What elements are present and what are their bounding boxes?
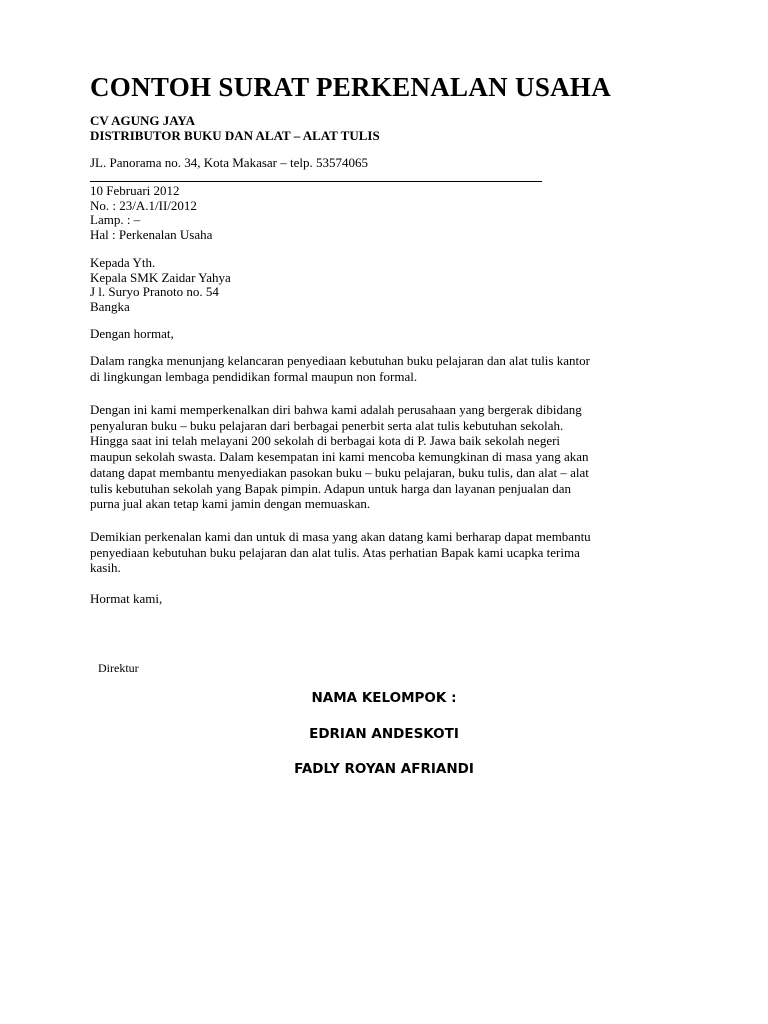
recipient-line: Kepada Yth. bbox=[90, 255, 156, 270]
signer-title: Direktur bbox=[98, 661, 139, 675]
paragraph-line: di lingkungan lembaga pendidikan formal maupun non formal. bbox=[90, 368, 418, 384]
company-address: JL. Panorama no. 34, Kota Makasar – telp. 53574065 bbox=[90, 155, 369, 170]
paragraph-line: Dalam rangka menunjang kelancaran penyediaan kebutuhan buku pelajaran dan alat tulis kantor bbox=[90, 353, 590, 368]
letter-number: No. : 23/A.1/II/2012 bbox=[90, 197, 197, 213]
paragraph-line: tulis kebutuhan sekolah yang Bapak pimpin. Adapun untuk harga dan layanan penjualan dan bbox=[90, 480, 572, 496]
recipient-block bbox=[90, 256, 231, 314]
paragraph-line: purna jual akan tetap kami jamin dengan memuaskan. bbox=[90, 496, 371, 512]
group-member: EDRIAN ANDESKOTI bbox=[309, 726, 459, 742]
recipient-line: Bangka bbox=[90, 298, 130, 314]
header-divider bbox=[90, 181, 542, 182]
letter-date: 10 Februari 2012 bbox=[90, 183, 180, 198]
paragraph-line: maupun sekolah swasta. Dalam kesempatan ini kami mencoba kemungkinan di masa yang akan bbox=[90, 449, 589, 465]
recipient-line: Kepala SMK Zaidar Yahya bbox=[90, 269, 231, 285]
paragraph-intro bbox=[90, 353, 590, 384]
paragraph-body bbox=[90, 402, 589, 512]
paragraph-line: penyediaan kebutuhan buku pelajaran dan alat tulis. Atas perhatian Bapak kami ucapka terima bbox=[90, 544, 580, 560]
paragraph-line: penyaluran buku – buku pelajaran dari berbagai penerbit serta alat tulis kebutuhan sekolah. bbox=[90, 417, 564, 433]
paragraph-closing bbox=[90, 529, 591, 576]
salutation: Dengan hormat, bbox=[90, 326, 174, 341]
paragraph-line: datang dapat membantu menyediakan pasokan buku – buku pelajaran, buku tulis, dan alat – alat bbox=[90, 464, 589, 480]
paragraph-line: Hingga saat ini telah melayani 200 sekolah di berbagai kota di P. Jawa baik sekolah negeri bbox=[90, 433, 561, 449]
recipient-line: J l. Suryo Pranoto no. 54 bbox=[90, 284, 219, 299]
company-name: CV AGUNG JAYA bbox=[90, 113, 195, 128]
group-member: FADLY ROYAN AFRIANDI bbox=[294, 761, 474, 777]
paragraph-line: Demikian perkenalan kami dan untuk di masa yang akan datang kami berharap dapat membantu bbox=[90, 529, 591, 544]
company-header bbox=[90, 113, 380, 143]
letter-subject: Hal : Perkenalan Usaha bbox=[90, 226, 213, 242]
paragraph-line: kasih. bbox=[90, 560, 121, 576]
company-tagline: DISTRIBUTOR BUKU DAN ALAT – ALAT TULIS bbox=[90, 128, 380, 143]
complimentary-close: Hormat kami, bbox=[90, 591, 163, 606]
paragraph-line: Dengan ini kami memperkenalkan diri bahwa kami adalah perusahaan yang bergerak dibidang bbox=[90, 402, 582, 417]
document-title: CONTOH SURAT PERKENALAN USAHA bbox=[90, 72, 612, 102]
letter-meta bbox=[90, 184, 212, 242]
group-heading: NAMA KELOMPOK : bbox=[311, 690, 457, 706]
letter-attachment: Lamp. : – bbox=[90, 212, 141, 227]
